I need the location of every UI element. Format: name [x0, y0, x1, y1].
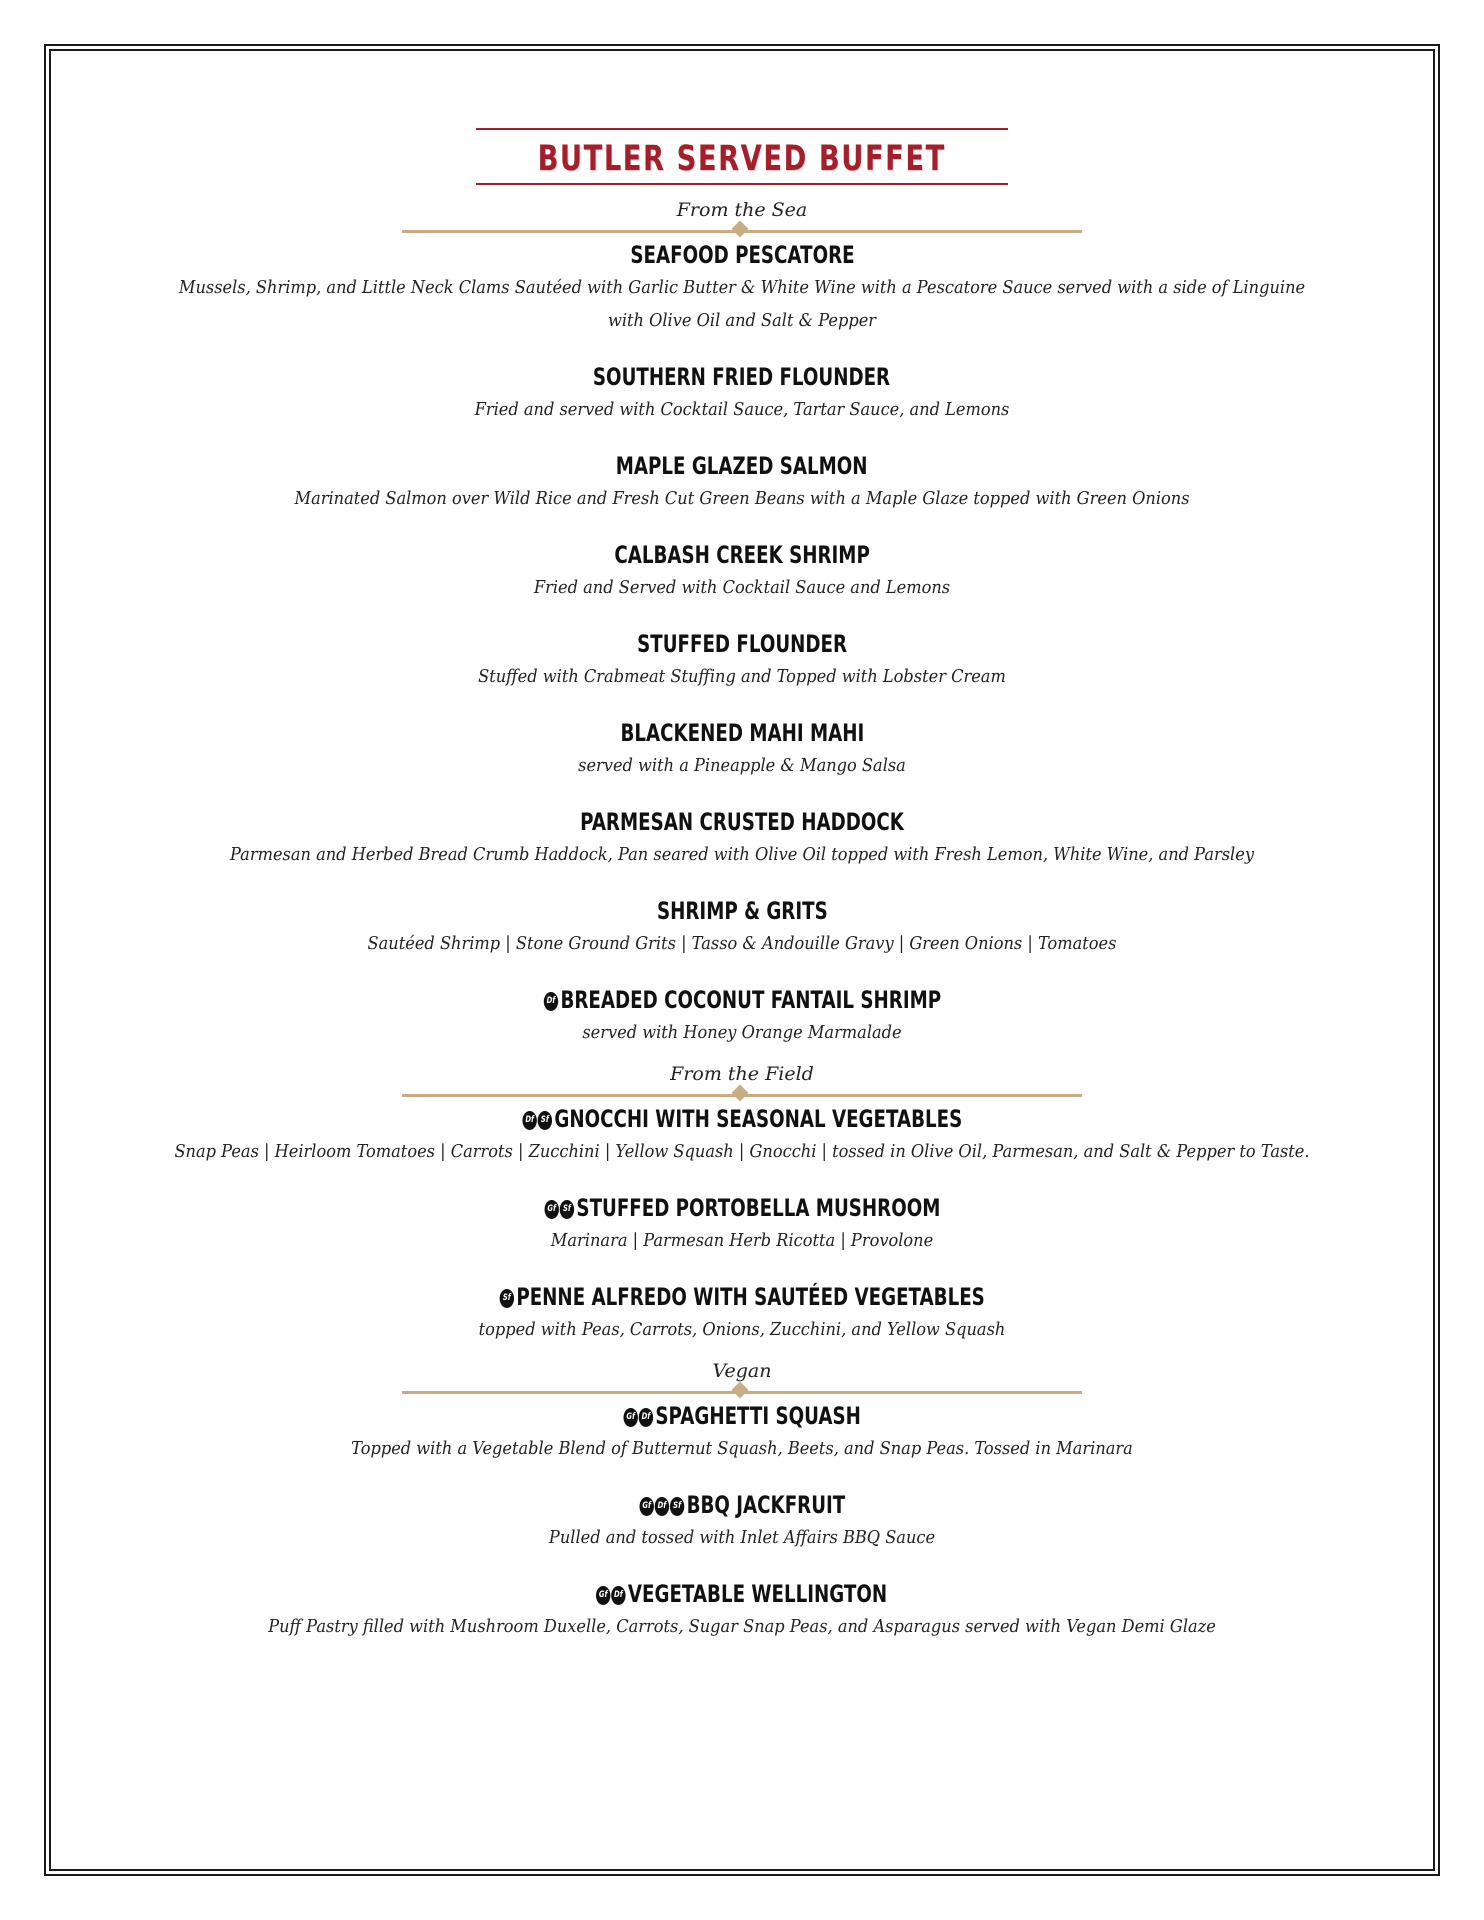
menu-item-title: STUFFED FLOUNDER	[637, 630, 847, 658]
menu-item-description: topped with Peas, Carrots, Onions, Zucchini, and Yellow Squash	[478, 1319, 1006, 1340]
menu-item-name	[60, 1578, 1424, 1610]
diet-badge-gf-icon: Gf	[596, 1586, 610, 1605]
menu-item-name	[60, 239, 1424, 271]
menu-item-name	[60, 1103, 1424, 1135]
divider-diamond-icon	[732, 1085, 749, 1102]
diet-badges	[522, 1111, 552, 1130]
menu-item	[60, 895, 1424, 960]
menu-item-name	[60, 984, 1424, 1016]
menu-item-title: SEAFOOD PESCATORE	[629, 241, 855, 269]
page-title: BUTLER SERVED BUFFET	[537, 139, 947, 179]
diet-badge-gf-icon: Gf	[623, 1408, 637, 1427]
menu-item	[60, 1103, 1424, 1168]
menu-item-description: Marinated Salmon over Wild Rice and Fresh Cut Green Beans with a Maple Glaze topped with Green Onions	[294, 488, 1190, 509]
menu-item	[60, 984, 1424, 1049]
menu-item-name	[60, 806, 1424, 838]
menu-item-name-text	[580, 806, 904, 838]
diet-badge-sf-icon: Sf	[670, 1497, 684, 1516]
menu-item-name	[60, 539, 1424, 571]
menu-item	[60, 628, 1424, 693]
menu-item-description: Pulled and tossed with Inlet Affairs BBQ Sauce	[548, 1527, 936, 1548]
menu-item-description: Fried and Served with Cocktail Sauce and Lemons	[533, 577, 951, 598]
menu-item-description: Sautéed Shrimp | Stone Ground Grits | Tasso & Andouille Gravy | Green Onions | Tomatoes	[367, 933, 1117, 954]
menu-item	[60, 1400, 1424, 1465]
menu-item-title: PENNE ALFREDO WITH SAUTÉED VEGETABLES	[516, 1283, 985, 1311]
menu-item-name-text	[499, 1281, 984, 1313]
menu-item-description: Parmesan and Herbed Bread Crumb Haddock, Pan seared with Olive Oil topped with Fresh Lemon, White Wine, and Parsley	[230, 844, 1254, 865]
diet-badge-df-icon: Df	[654, 1497, 668, 1516]
menu-item-title: SPAGHETTI SQUASH	[655, 1402, 861, 1430]
diet-badge-df-icon: Df	[612, 1586, 626, 1605]
menu-item-name	[60, 450, 1424, 482]
diet-badge-df-icon: Df	[543, 992, 557, 1011]
menu-item-name	[60, 895, 1424, 927]
menu-item-description: Fried and served with Cocktail Sauce, Tartar Sauce, and Lemons	[474, 399, 1010, 420]
menu-item-name	[60, 1192, 1424, 1224]
diet-badges	[499, 1289, 513, 1308]
menu-item-title: PARMESAN CRUSTED HADDOCK	[580, 808, 904, 836]
menu-item-title: BREADED COCONUT FANTAIL SHRIMP	[560, 986, 941, 1014]
section-label: From the Field	[670, 1063, 814, 1085]
menu-item	[60, 1578, 1424, 1643]
menu-item-title: MAPLE GLAZED SALMON	[616, 452, 868, 480]
menu-item-title: SHRIMP & GRITS	[656, 897, 828, 925]
diet-badge-sf-icon: Sf	[559, 1200, 573, 1219]
menu-item	[60, 1489, 1424, 1554]
section-label: Vegan	[712, 1360, 772, 1382]
menu-item-description: served with Honey Orange Marmalade	[582, 1022, 902, 1043]
diet-badge-sf-icon: Sf	[499, 1289, 513, 1308]
diet-badges	[544, 1200, 574, 1219]
menu-item-description: Mussels, Shrimp, and Little Neck Clams Sautéed with Garlic Butter & White Wine with a Pescatore Sauce served with a side of Linguine	[178, 277, 1306, 298]
diet-badges	[639, 1497, 684, 1516]
diet-badge-sf-icon: Sf	[537, 1111, 551, 1130]
menu-content	[60, 128, 1424, 1643]
menu-item	[60, 806, 1424, 871]
menu-item-name-text	[543, 984, 940, 1016]
section-label: From the Sea	[676, 199, 808, 221]
menu-item-name	[60, 628, 1424, 660]
menu-item-title: STUFFED PORTOBELLA MUSHROOM	[575, 1194, 940, 1222]
menu-item-name-text	[639, 1489, 845, 1521]
menu-sections	[60, 197, 1424, 1643]
menu-item-title: CALBASH CREEK SHRIMP	[614, 541, 870, 569]
menu-item-name-text	[596, 1578, 887, 1610]
divider-diamond-icon	[732, 1382, 749, 1399]
menu-item-description: Stuffed with Crabmeat Stuffing and Topped with Lobster Cream	[478, 666, 1006, 687]
menu-item	[60, 239, 1424, 337]
menu-item-name-text	[616, 450, 868, 482]
diet-badge-df-icon: Df	[522, 1111, 536, 1130]
menu-item	[60, 1281, 1424, 1346]
diet-badges	[596, 1586, 626, 1605]
menu-item-description: with Olive Oil and Salt & Pepper	[607, 310, 877, 331]
diet-badge-gf-icon: Gf	[639, 1497, 653, 1516]
menu-item-name	[60, 1400, 1424, 1432]
menu-item-title: BBQ JACKFRUIT	[686, 1491, 845, 1519]
title-rule	[476, 128, 1007, 185]
diet-badges	[543, 992, 557, 1011]
menu-item	[60, 1192, 1424, 1257]
menu-item-name	[60, 717, 1424, 749]
menu-item-name-text	[630, 239, 854, 271]
menu-item	[60, 539, 1424, 604]
menu-item-name-text	[637, 628, 847, 660]
menu-item-title: BLACKENED MAHI MAHI	[620, 719, 864, 747]
section-divider	[402, 223, 1082, 239]
menu-item-name-text	[593, 361, 890, 393]
menu-item-name-text	[657, 895, 828, 927]
menu-item-description: Marinara | Parmesan Herb Ricotta | Provolone	[550, 1230, 934, 1251]
menu-item-title: VEGETABLE WELLINGTON	[628, 1580, 888, 1608]
section-divider	[402, 1087, 1082, 1103]
divider-diamond-icon	[732, 221, 749, 238]
diet-badges	[623, 1408, 653, 1427]
menu-item-name	[60, 361, 1424, 393]
menu-item-description: Snap Peas | Heirloom Tomatoes | Carrots | Zucchini | Yellow Squash | Gnocchi | tossed in Olive Oil, Parmesan, and Salt & Pepper to Taste.	[174, 1141, 1310, 1162]
menu-item-title: GNOCCHI WITH SEASONAL VEGETABLES	[554, 1105, 962, 1133]
menu-item-name-text	[620, 717, 864, 749]
menu-item-name-text	[522, 1103, 962, 1135]
section-divider	[402, 1384, 1082, 1400]
menu-item-name-text	[614, 539, 869, 571]
diet-badge-df-icon: Df	[638, 1408, 652, 1427]
menu-item-name-text	[623, 1400, 860, 1432]
menu-item-description: Topped with a Vegetable Blend of Butternut Squash, Beets, and Snap Peas. Tossed in Marinara	[351, 1438, 1133, 1459]
menu-item	[60, 450, 1424, 515]
menu-item-description: Puff Pastry filled with Mushroom Duxelle, Carrots, Sugar Snap Peas, and Asparagus served with Vegan Demi Glaze	[268, 1616, 1216, 1637]
menu-item-description: served with a Pineapple & Mango Salsa	[578, 755, 906, 776]
menu-item-name	[60, 1489, 1424, 1521]
menu-item	[60, 717, 1424, 782]
menu-item-name-text	[544, 1192, 940, 1224]
menu-item	[60, 361, 1424, 426]
diet-badge-gf-icon: Gf	[544, 1200, 558, 1219]
menu-item-title: SOUTHERN FRIED FLOUNDER	[593, 363, 891, 391]
menu-item-name	[60, 1281, 1424, 1313]
